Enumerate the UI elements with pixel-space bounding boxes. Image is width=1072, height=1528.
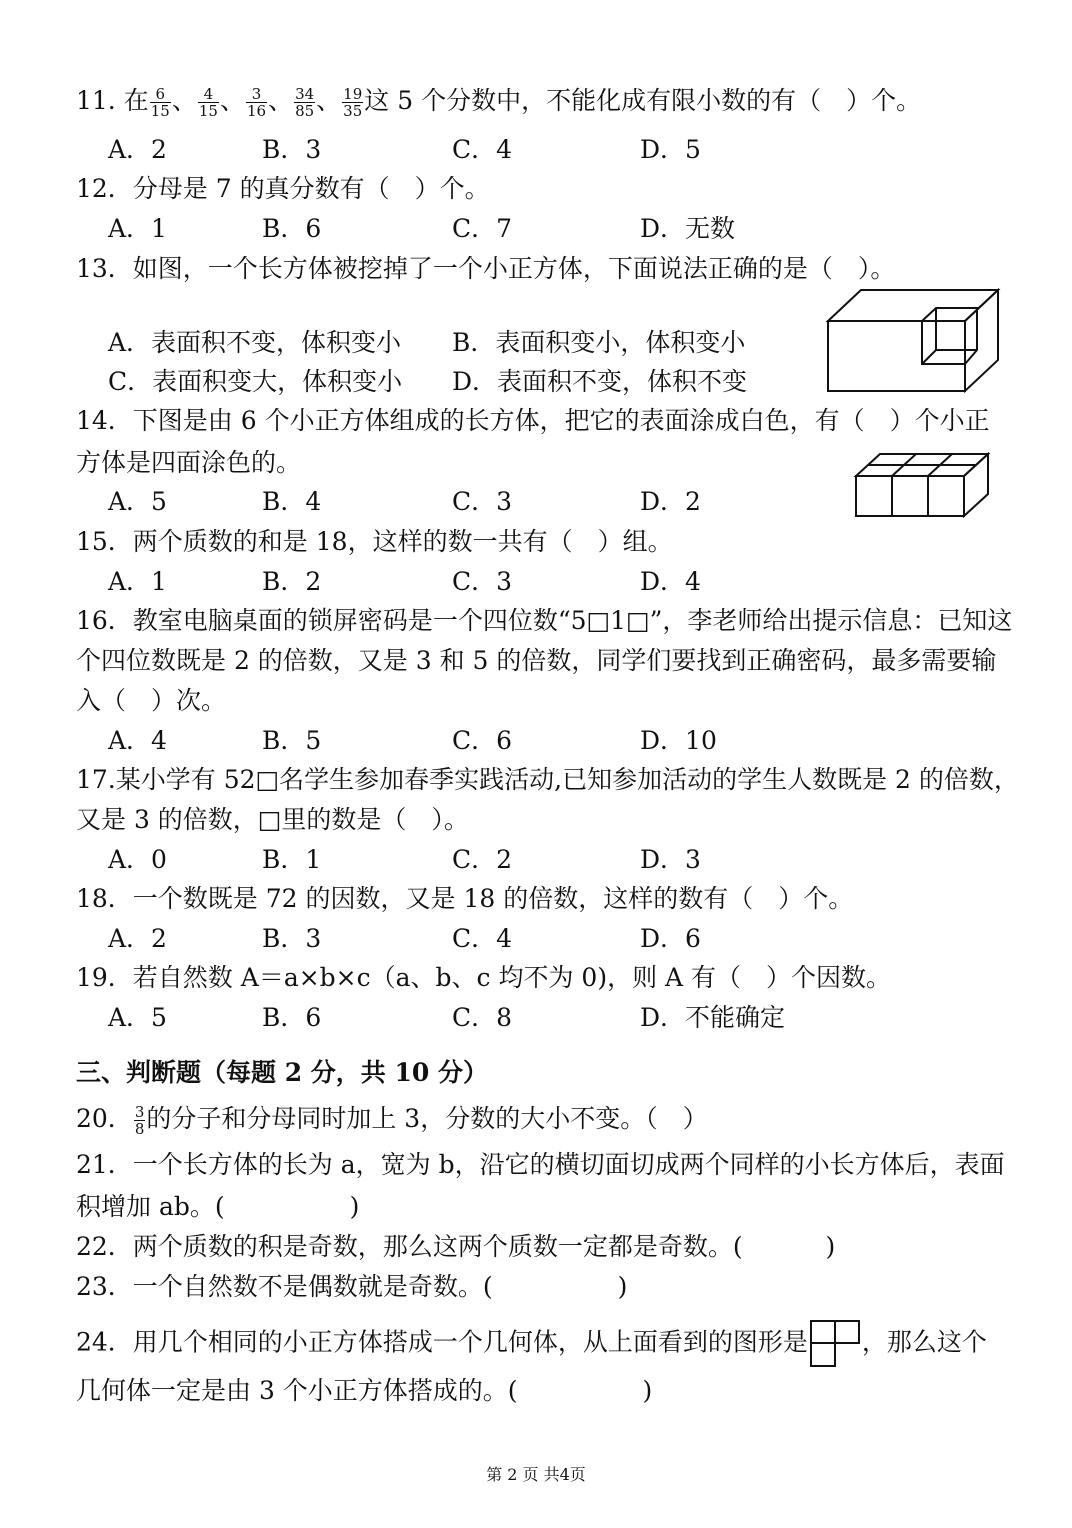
top-view-figure [810, 1320, 860, 1368]
q15-option-b: B．2 [262, 567, 322, 596]
question-21-line-1: 21．一个长方体的长为 a，宽为 b，沿它的横切面切成两个同样的小长方体后，表面 [76, 1150, 1005, 1179]
q16-option-b: B．5 [262, 726, 322, 755]
q16-option-a: A．4 [108, 726, 167, 755]
question-12: 12．分母是 7 的真分数有（ ）个。 [76, 174, 490, 203]
q14-option-c: C．3 [452, 487, 513, 516]
section-3-heading: 三、判断题（每题 2 分，共 10 分） [76, 1058, 489, 1087]
q19-option-c: C．8 [452, 1003, 513, 1032]
q12-option-c: C．7 [452, 214, 513, 243]
q11-prefix: 在 [123, 86, 149, 115]
q20-fraction: $\frac{3}{8}$ [134, 1103, 145, 1138]
q13-option-d: D．表面积不变，体积不变 [452, 367, 748, 396]
question-24-line-2: 几何体一定是由 3 个小正方体搭成的。( ) [76, 1376, 653, 1405]
question-21-line-2: 积增加 ab。( ) [76, 1192, 360, 1221]
q13-option-a: A．表面积不变，体积变小 [108, 328, 402, 357]
q11-text: 这 5 个分数中，不能化成有限小数的有（ ）个。 [364, 86, 922, 115]
question-15: 15．两个质数的和是 18，这样的数一共有（ ）组。 [76, 527, 673, 556]
question-18: 18．一个数既是 72 的因数，又是 18 的倍数，这样的数有（ ）个。 [76, 884, 854, 913]
q11-number: 11. [76, 86, 116, 115]
q24-suffix: ，那么这个 [861, 1327, 987, 1357]
q12-option-a: A．1 [108, 214, 167, 243]
question-17-line-2: 又是 3 的倍数，□里的数是（ ）。 [76, 805, 469, 834]
q17-option-c: C．2 [452, 845, 513, 874]
q11-option-d: D．5 [640, 135, 701, 164]
question-16-line-1: 16．教室电脑桌面的锁屏密码是一个四位数“5□1□”，李老师给出提示信息：已知这 [76, 606, 1013, 635]
question-17-line-1: 17.某小学有 52□名学生参加春季实践活动,已知参加活动的学生人数既是 2 的倍数， [76, 765, 1019, 794]
q15-option-d: D．4 [640, 567, 701, 596]
q17-option-d: D．3 [640, 845, 701, 874]
question-16-line-2: 个四位数既是 2 的倍数，又是 3 和 5 的倍数，同学们要找到正确密码，最多需要输 [76, 646, 997, 675]
question-20 [76, 1104, 708, 1137]
question-24-line-1 [76, 1320, 987, 1368]
q18-option-d: D．6 [640, 924, 701, 953]
q11-fraction-5: $\frac{19}{35}$ [343, 85, 363, 120]
q14-option-b: B．4 [262, 487, 322, 516]
q19-option-d: D．不能确定 [640, 1003, 786, 1032]
q11-fraction-1: $\frac{6}{15}$ [150, 85, 170, 120]
question-22: 22．两个质数的积是奇数，那么这两个质数一定都是奇数。( ) [76, 1232, 836, 1261]
q17-option-b: B．1 [262, 845, 322, 874]
six-cube-cuboid-figure [854, 452, 992, 518]
q18-option-a: A．2 [108, 924, 167, 953]
page-footer: 第 2 页 共4页 [486, 1465, 586, 1484]
q11-option-c: C．4 [452, 135, 513, 164]
q24-prefix: 24．用几个相同的小正方体搭成一个几何体，从上面看到的图形是 [76, 1327, 808, 1357]
question-19: 19．若自然数 A＝a×b×c（a、b、c 均不为 0)，则 A 有（ ）个因数。 [76, 963, 892, 992]
q11-option-b: B．3 [262, 135, 322, 164]
q11-fraction-4: $\frac{34}{85}$ [295, 85, 315, 120]
question-14-line-2: 方体是四面涂色的。 [76, 448, 302, 477]
q15-option-a: A．1 [108, 567, 167, 596]
q18-option-c: C．4 [452, 924, 513, 953]
q11-fraction-2: $\frac{4}{15}$ [198, 85, 218, 120]
q11-fraction-3: $\frac{3}{16}$ [246, 85, 267, 120]
question-16-line-3: 入（ ）次。 [76, 686, 227, 715]
question-14-line-1: 14．下图是由 6 个小正方体组成的长方体，把它的表面涂成白色，有（ ）个小正 [76, 406, 990, 435]
question-11: 11. 在 $\frac{6}{15}$ 、 $\frac{4}{15}$ 、 $\frac{3}{16}$ 、 $\frac{34}{85}$ 、 $\frac{19}{35}$ 这 5 个分数中，不能化成有限小数的有（ ）个。 [76, 85, 922, 120]
q19-option-b: B．6 [262, 1003, 322, 1032]
q12-option-d: D．无数 [640, 214, 736, 243]
q14-option-d: D．2 [640, 487, 701, 516]
q12-option-b: B．6 [262, 214, 322, 243]
q15-option-c: C．3 [452, 567, 513, 596]
q18-option-b: B．3 [262, 924, 322, 953]
q11-option-a: A．2 [108, 135, 167, 164]
question-23: 23．一个自然数不是偶数就是奇数。( ) [76, 1272, 628, 1301]
cuboid-with-cube-removed-figure [826, 288, 1001, 393]
q20-text: 的分子和分母同时加上 3，分数的大小不变。（ ） [146, 1104, 708, 1133]
q13-option-b: B．表面积变小，体积变小 [452, 328, 746, 357]
q13-option-c: C．表面积变大，体积变小 [108, 367, 403, 396]
q16-option-d: D．10 [640, 726, 717, 755]
q14-option-a: A．5 [108, 487, 167, 516]
q19-option-a: A．5 [108, 1003, 167, 1032]
question-13: 13．如图，一个长方体被挖掉了一个小正方体，下面说法正确的是（ ）。 [76, 254, 896, 283]
q20-number: 20． [76, 1104, 133, 1133]
q16-option-c: C．6 [452, 726, 513, 755]
q17-option-a: A．0 [108, 845, 167, 874]
